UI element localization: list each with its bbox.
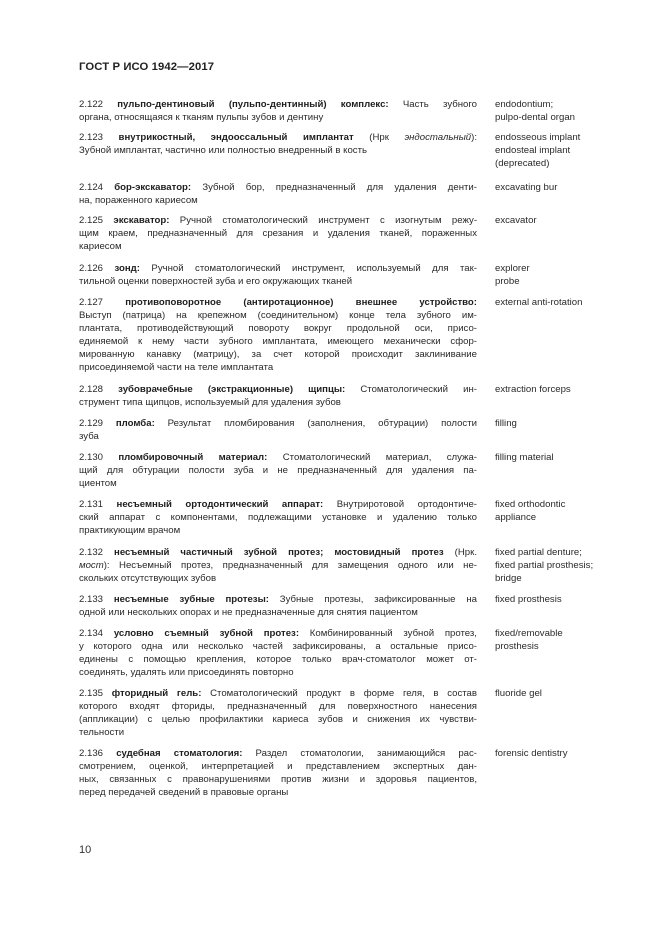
definition-text: Стоматологический продукт в форме геля, в состав (201, 688, 477, 699)
term-number: 2.122 (79, 99, 104, 110)
term-number: 2.126 (79, 263, 104, 274)
english-term: fluoride gel (495, 688, 542, 699)
english-term: fixed/removable (495, 628, 563, 639)
term-english (495, 262, 587, 288)
definition-line (79, 498, 477, 511)
term-name: пломба: (115, 418, 155, 429)
term-name: несъемный частичный зубной протез; мостовидный протез (114, 547, 444, 558)
term-name: экскаватор: (113, 215, 170, 226)
definition-line: которого входят фториды, предназначенный для поверхностного нанесения (79, 701, 477, 713)
definition-text: Раздел стоматологии, занимающийся рас- (242, 748, 477, 759)
definition-line: перед передачей сведений в правовые органы (79, 787, 289, 799)
definition-line (79, 262, 477, 275)
deprecated-term: мост (79, 560, 104, 572)
english-term: fixed prosthesis (495, 594, 562, 605)
english-term: pulpo-dental organ (495, 112, 576, 124)
english-term: external anti-rotation (495, 297, 583, 308)
term-number: 2.132 (79, 547, 104, 558)
definition-line: струмент типа щипцов, используемый для удаления зубов (79, 397, 341, 409)
english-term: fixed partial prosthesis; (495, 560, 594, 572)
definition-text: Внутриротовой ортодонтиче- (323, 499, 477, 510)
term-number: 2.128 (79, 384, 104, 395)
term-definition-ru (79, 296, 477, 375)
definition-line: присоединяемой части на теле имплантата (79, 362, 274, 374)
document-header: ГОСТ Р ИСО 1942—2017 (79, 61, 215, 73)
term-english (495, 383, 587, 396)
term-english (495, 296, 587, 309)
term-definition-ru (79, 498, 477, 537)
definition-line: на, пораженного кариесом (79, 195, 198, 207)
term-number: 2.134 (79, 628, 104, 639)
definition-text: Результат пломбирования (заполнения, обтурации) полости (154, 418, 477, 429)
deprecated-term: эндостальный (404, 132, 472, 143)
definition-line: ский аппарат с компонентами, подлежащими установке и удалению только (79, 512, 477, 524)
term-english (495, 498, 587, 524)
english-term: explorer (495, 263, 530, 274)
term-english (495, 214, 587, 227)
term-definition-ru (79, 262, 477, 288)
definition-line: мированную канавку (матрицу), за счет которой происходит заклинивание (79, 349, 477, 361)
term-english (495, 98, 587, 124)
term-english (495, 627, 587, 653)
term-number: 2.124 (79, 182, 104, 193)
definition-text: ): (471, 132, 477, 143)
term-definition-ru (79, 747, 477, 799)
term-number: 2.129 (79, 418, 104, 429)
definition-line: ных, связанных с правонарушениями против жизни и здоровья пациентов, (79, 774, 477, 786)
term-name: условно съемный зубной протез: (113, 628, 300, 639)
definition-line: (аппликации) с целью профилактики кариеса зубов и снижения их чувстви- (79, 714, 477, 726)
term-name: фторидный гель: (111, 688, 202, 699)
definition-line: Выступ (патрица) на крепежном (соединительном) конце тела зубного им- (79, 310, 477, 322)
definition-line (79, 451, 477, 464)
term-name: пломбировочный материал: (118, 452, 268, 463)
term-definition-ru (79, 546, 477, 585)
definition-line (79, 559, 477, 572)
english-term: appliance (495, 512, 537, 524)
definition-line: скольких отсутствующих зубов (79, 573, 217, 585)
term-english (495, 417, 587, 430)
term-number: 2.125 (79, 215, 104, 226)
definition-line: у которого одна или несколько частей зафиксированы, а остальные присо- (79, 641, 477, 653)
definition-line: тильной оценки поверхностей зуба и его окружающих тканей (79, 276, 353, 288)
definition-text: Стоматологический материал, служа- (267, 452, 477, 463)
definition-line: смотрением, оценкой, интерпретацией и представлением экспертных дан- (79, 761, 477, 773)
definition-line: кариесом (79, 241, 122, 253)
term-definition-ru (79, 687, 477, 739)
definition-line: органа, относящаяся к тканям пульпы зубов и дентину (79, 112, 324, 124)
definition-text: Зубной бор, предназначенный для удаления денти- (191, 182, 477, 193)
definition-line (79, 687, 477, 700)
term-name: несъемные зубные протезы: (113, 594, 269, 605)
term-definition-ru (79, 451, 477, 490)
term-english (495, 451, 587, 464)
english-term: endosteal implant (495, 145, 571, 157)
term-number: 2.136 (79, 748, 104, 759)
english-term: excavator (495, 215, 537, 226)
term-english (495, 131, 587, 170)
english-term: (deprecated) (495, 158, 550, 170)
definition-line (79, 593, 477, 606)
term-name: зубоврачебные (экстракционные) щипцы: (118, 384, 346, 395)
definition-line: практикующим врачом (79, 525, 181, 537)
term-english (495, 593, 587, 606)
term-number: 2.130 (79, 452, 104, 463)
term-definition-ru (79, 181, 477, 207)
english-term: bridge (495, 573, 522, 585)
term-name: противоповоротное (антиротационное) внешнее устройство: (125, 297, 477, 308)
english-term: endodontium; (495, 99, 554, 110)
definition-line (79, 98, 477, 111)
term-number: 2.127 (79, 297, 104, 308)
definition-text: Зубные протезы, зафиксированные на (268, 594, 477, 605)
term-name: бор-экскаватор: (114, 182, 192, 193)
term-definition-ru (79, 131, 477, 157)
definition-line (79, 383, 477, 396)
definition-text: ): Несъемный протез, предназначенный для замещения одного или не- (103, 560, 477, 572)
term-name: несъемный ортодонтический аппарат: (116, 499, 324, 510)
english-term: fixed orthodontic (495, 499, 566, 510)
definition-text: Часть зубного (388, 99, 477, 110)
term-number: 2.131 (79, 499, 104, 510)
definition-line: зуба (79, 431, 99, 443)
definition-line (79, 181, 477, 194)
term-name: пульпо-дентиновый (пульпо-дентинный) комплекс: (117, 99, 389, 110)
definition-line: одной или нескольких опорах и не предназначенные для снятия пациентом (79, 607, 418, 619)
definition-line: единены с помощью крепления, которое только врач-стоматолог может от- (79, 654, 477, 666)
term-definition-ru (79, 214, 477, 253)
definition-line (79, 296, 477, 309)
term-english (495, 687, 587, 700)
term-name: внутрикостный, эндооссальный имплантат (118, 132, 354, 143)
definition-line: тельности (79, 727, 125, 739)
term-name: зонд: (114, 263, 140, 274)
definition-text: (Нрк (353, 132, 405, 143)
definition-line (79, 417, 477, 430)
english-term: filling material (495, 452, 554, 463)
term-number: 2.135 (79, 688, 104, 699)
definition-line: Зубной имплантат, частично или полностью внедренный в кость (79, 145, 367, 157)
term-definition-ru (79, 98, 477, 124)
english-term: endosseous implant (495, 132, 581, 143)
term-number: 2.123 (79, 132, 104, 143)
english-term: fixed partial denture; (495, 547, 582, 558)
term-definition-ru (79, 627, 477, 679)
definition-text: Комбинированный зубной протез, (299, 628, 477, 639)
term-english (495, 181, 587, 194)
page-number: 10 (79, 844, 92, 856)
definition-line: плантата, противодействующий повороту вокруг продольной оси, присо- (79, 323, 477, 335)
definition-line: соединять, удалять или присоединять повторно (79, 667, 294, 679)
definition-line: единяемой к нему части зубного имплантата, имеющего механически сфор- (79, 336, 477, 348)
term-number: 2.133 (79, 594, 104, 605)
term-definition-ru (79, 383, 477, 409)
term-name: судебная стоматология: (116, 748, 243, 759)
definition-line: щим краем, предназначенный для срезания и удаления тканей, пораженных (79, 228, 477, 240)
definition-text: (Нрк. (443, 547, 477, 558)
definition-line: циентом (79, 478, 117, 490)
english-term: prosthesis (495, 641, 539, 653)
definition-line: щий для обтурации полости зуба и не предназначенный для удаления па- (79, 465, 477, 477)
english-term: extraction forceps (495, 384, 571, 395)
english-term: excavating bur (495, 182, 558, 193)
definition-text: Ручной стоматологический инструмент с изогнутым режу- (169, 215, 478, 226)
definition-line (79, 747, 477, 760)
definition-line (79, 546, 477, 559)
definition-text: Стоматологический ин- (345, 384, 478, 395)
english-term: filling (495, 418, 517, 429)
definition-line (79, 627, 477, 640)
definition-line (79, 131, 477, 144)
definition-text: Ручной стоматологический инструмент, используемый для так- (139, 263, 478, 274)
term-english (495, 546, 594, 585)
term-definition-ru (79, 593, 477, 619)
definition-line (79, 214, 477, 227)
english-term: forensic dentistry (495, 748, 568, 759)
term-english (495, 747, 587, 760)
term-definition-ru (79, 417, 477, 443)
english-term: probe (495, 276, 520, 288)
